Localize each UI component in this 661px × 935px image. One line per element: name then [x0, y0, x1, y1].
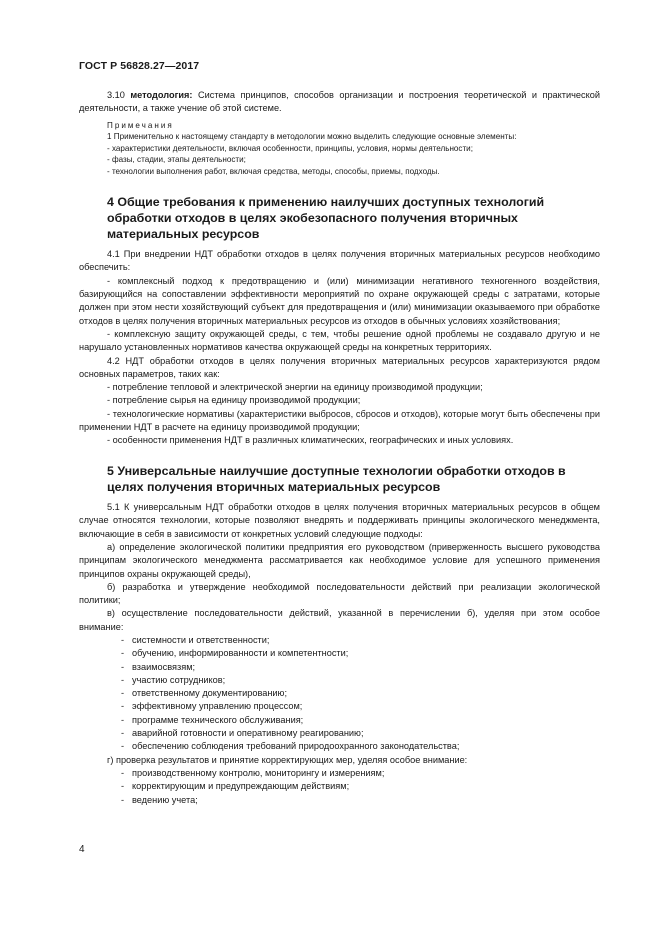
- sub-item: - корректирующим и предупреждающим действиям;: [121, 781, 350, 792]
- paragraph-4-1: 4.1 При внедрении НДТ обработки отходов в целях получения вторичных материальных ресурсов необходимо обеспечить:: [79, 249, 600, 273]
- note-line: - фазы, стадии, этапы деятельности;: [107, 155, 246, 165]
- sub-item: - ответственному документированию;: [121, 688, 287, 699]
- sub-item: - системности и ответственности;: [121, 635, 270, 645]
- document-header: ГОСТ Р 56828.27—2017: [79, 60, 200, 72]
- list-item-v: в) осуществление последовательности действий, указанной в перечислении б), уделяя при этом особое внимание:: [79, 608, 600, 632]
- paragraph: - комплексный подход к предотвращению и (или) минимизации негативного техногенного воздействия, базирующийся на сопоставлении эффективности мероприятий по охране окружающей среды с затратами, которые должен при этом нести хозяйствующий субъект для предотвращения и (или) минимизации оказываемого при обработке отходов в целях получения вторичных материальных ресурсов из отходов в обычных условиях хозяйствования;: [79, 275, 600, 326]
- sub-item: - эффективному управлению процессом;: [121, 701, 303, 712]
- paragraph-5-1: 5.1 К универсальным НДТ обработки отходов в целях получения вторичных материальных ресурсов в общем случае относятся технологии, которые позволяют внедрять и поддерживать принципы экологического менеджмента, включающие в себя в зависимости от конкретных условий следующие подходы:: [79, 502, 600, 539]
- paragraph: - технологические нормативы (характеристики выбросов, сбросов и отходов), которые могут быть обеспечены при применении НДТ в расчете на единицу производимой продукции;: [79, 408, 600, 433]
- sub-item: - взаимосвязям;: [121, 661, 196, 672]
- section-4-heading: 4 Общие требования к применению наилучших доступных технологий обработки отходов в целях экобезопасного получения вторичных материальных ресурсов: [107, 194, 545, 241]
- list-item-g: г) проверка результатов и принятие корректирующих мер, уделяя особое внимание:: [107, 754, 468, 765]
- note-line: - характеристики деятельности, включая особенности, принципы, условия, нормы деятельности;: [107, 143, 473, 153]
- paragraph: - потребление сырья на единицу производимой продукции;: [107, 395, 361, 406]
- section-5-heading: 5 Универсальные наилучшие доступные технологии обработки отходов в целях получения вторичных материальных ресурсов: [107, 463, 566, 494]
- sub-item: - ведению учета;: [121, 794, 198, 805]
- defined-term: методология:: [130, 90, 193, 100]
- paragraph: - потребление тепловой и электрической энергии на единицу производимой продукции;: [107, 382, 483, 393]
- note-line: - технологии выполнения работ, включая средства, методы, способы, приемы, подходы.: [107, 166, 440, 176]
- list-item-a: а) определение экологической политики предприятия его руководством (приверженность высшего руководства принципам экологического менеджмента рассматривается как необходимое условие для успешного применения принципов охраны окружающей среды),: [79, 541, 600, 579]
- sub-item: - обучению, информированности и компетентности;: [121, 648, 349, 659]
- paragraph: - комплексную защиту окружающей среды, с тем, чтобы решение одной проблемы не создавало другую и не нарушало установленных нормативов качества окружающей среды на конкретных территориях.: [79, 328, 600, 353]
- sub-item: - аварийной готовности и оперативному реагированию;: [121, 728, 364, 739]
- list-item-b: б) разработка и утверждение необходимой последовательности действий при реализации экологической политики;: [79, 581, 600, 606]
- sub-item: - программе технического обслуживания;: [121, 714, 304, 725]
- sub-item: - производственному контролю, мониторингу и измерениям;: [121, 767, 385, 778]
- note-title: Примечания: [107, 120, 174, 130]
- paragraph: - особенности применения НДТ в различных климатических, географических и иных условиях.: [107, 435, 514, 446]
- page-number: 4: [79, 844, 85, 855]
- definition-3-10: 3.10 методология: Система принципов, способов организации и построения теоретической и практической деятельности, а также учение об этой системе.: [79, 90, 600, 114]
- note-block: [79, 120, 600, 178]
- document-body: [79, 89, 600, 807]
- note-line: 1 Применительно к настоящему стандарту в методологии можно выделить следующие основные элементы:: [107, 132, 517, 142]
- sub-item: - обеспечению соблюдения требований природоохранного законодательства;: [121, 741, 460, 752]
- sub-item: - участию сотрудников;: [121, 674, 226, 685]
- paragraph-4-2: 4.2 НДТ обработки отходов в целях получения вторичных материальных ресурсов характеризуются рядом основных параметров, таких как:: [79, 355, 600, 379]
